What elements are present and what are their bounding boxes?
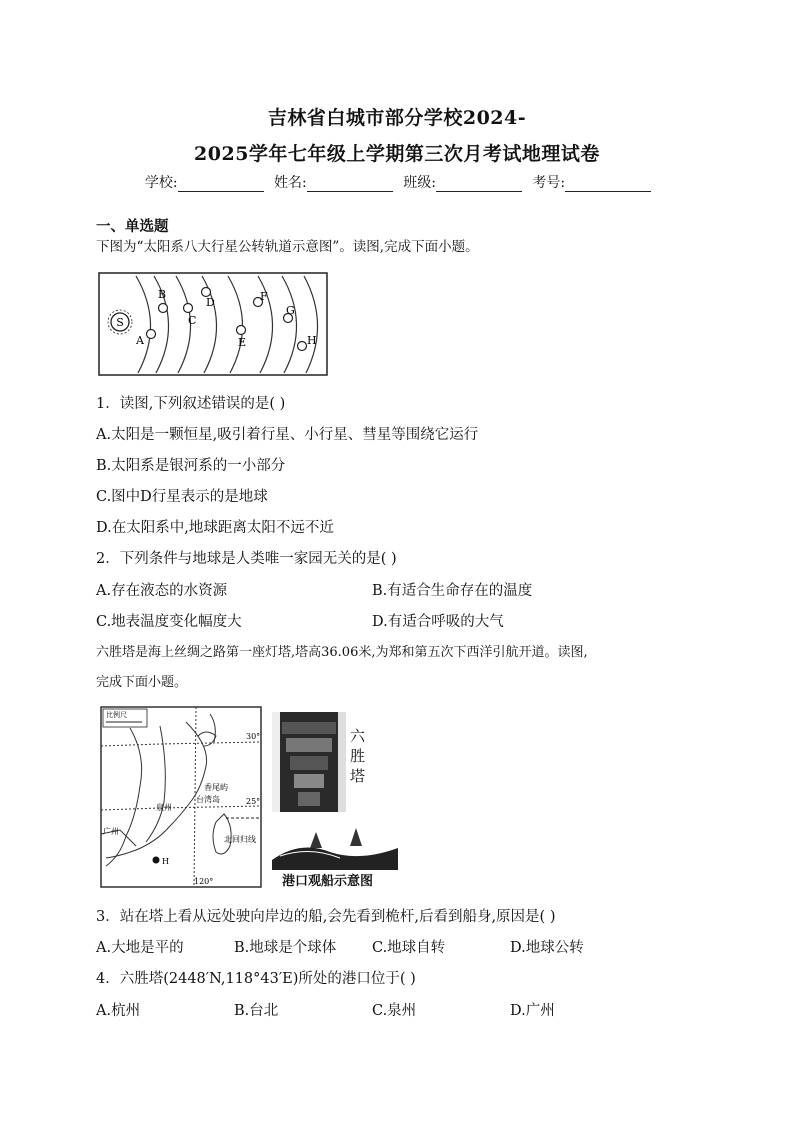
sun-label: S bbox=[116, 316, 124, 329]
tower-label-char-3: 塔 bbox=[350, 767, 366, 785]
question-2-option-d[interactable]: D.有适合呼吸的大气 bbox=[372, 614, 504, 630]
planet-label-a: A bbox=[136, 334, 144, 347]
exam-no-blank[interactable] bbox=[565, 177, 651, 192]
solar-system-orbit-figure bbox=[98, 272, 328, 376]
tower-photo bbox=[272, 712, 346, 812]
question-1-stem: 1．读图,下列叙述错误的是( ) bbox=[96, 396, 286, 412]
question-3-option-b[interactable]: B.地球是个球体 bbox=[234, 940, 337, 956]
planet-c-marker bbox=[184, 304, 193, 313]
question-2-option-c[interactable]: C.地表温度变化幅度大 bbox=[96, 614, 242, 630]
planet-label-g: G bbox=[286, 304, 295, 317]
title-line-1: 吉林省白城市部分学校2024- bbox=[267, 107, 527, 129]
class-blank[interactable] bbox=[436, 177, 522, 192]
question-3-option-d[interactable]: D.地球公转 bbox=[510, 940, 584, 956]
planet-b-marker bbox=[159, 304, 168, 313]
fujian-coast-map bbox=[100, 706, 262, 888]
exam-no-label: 考号: bbox=[532, 175, 566, 191]
section-heading: 一、单选题 bbox=[96, 218, 169, 235]
map-place-h: H bbox=[162, 857, 169, 866]
question-4-option-c[interactable]: C.泉州 bbox=[372, 1003, 417, 1019]
intro-text-2-line-1: 六胜塔是海上丝绸之路第一座灯塔,塔高36.06米,为郑和第五次下西洋引航开道。读图, bbox=[96, 645, 588, 660]
question-2-option-b[interactable]: B.有适合生命存在的温度 bbox=[372, 583, 533, 599]
question-2-option-a[interactable]: A.存在液态的水资源 bbox=[96, 583, 228, 599]
map-lon-120: 120° bbox=[194, 877, 214, 886]
question-1-option-c[interactable]: C.图中D行星表示的是地球 bbox=[96, 489, 268, 505]
question-4-option-a[interactable]: A.杭州 bbox=[96, 1003, 141, 1019]
name-label: 姓名: bbox=[274, 175, 307, 191]
planet-label-b: B bbox=[158, 288, 167, 301]
school-label: 学校: bbox=[144, 175, 178, 191]
title-line-2: 2025学年七年级上学期第三次月考试地理试卷 bbox=[194, 143, 600, 165]
planet-label-d: D bbox=[206, 296, 215, 309]
class-label: 班级: bbox=[403, 175, 436, 191]
question-3-option-c[interactable]: C.地球自转 bbox=[372, 940, 446, 956]
question-2-stem: 2．下列条件与地球是人类唯一家园无关的是( ) bbox=[96, 551, 397, 567]
planet-e-marker bbox=[237, 326, 246, 335]
harbor-ship-illustration bbox=[270, 826, 400, 874]
intro-text-1: 下图为“太阳系八大行星公转轨道示意图”。读图,完成下面小题。 bbox=[96, 239, 479, 255]
map-legend-label: 比例尺 bbox=[106, 711, 127, 719]
question-4-option-d[interactable]: D.广州 bbox=[510, 1003, 555, 1019]
map-tropic-label: 北回归线 bbox=[224, 835, 256, 844]
planet-label-f: F bbox=[260, 290, 268, 303]
tower-label bbox=[350, 726, 370, 786]
map-place-guangzhou: 广州 bbox=[103, 827, 119, 836]
question-3-option-a[interactable]: A.大地是平的 bbox=[96, 940, 184, 956]
intro-text-2-line-2: 完成下面小题。 bbox=[96, 675, 188, 690]
planet-label-c: C bbox=[188, 314, 197, 327]
school-blank[interactable] bbox=[178, 177, 264, 192]
planet-label-h: H bbox=[307, 334, 317, 347]
map-place-quanzhou: 泉州 bbox=[156, 803, 172, 812]
harbor-caption: 港口观船示意图 bbox=[282, 874, 374, 889]
map-lat-30: 30° bbox=[246, 732, 261, 741]
question-4-stem: 4．六胜塔(2448′N,118°43′E)所处的港口位于( ) bbox=[96, 971, 416, 987]
question-1-option-d[interactable]: D.在太阳系中,地球距离太阳不远不近 bbox=[96, 520, 334, 536]
tower-label-char-2: 胜 bbox=[350, 747, 366, 765]
planet-a-marker bbox=[147, 330, 156, 339]
map-place-taiwan: 台湾岛 bbox=[196, 795, 220, 804]
map-place-xiangweiyu: 香尾屿 bbox=[204, 783, 228, 792]
name-blank[interactable] bbox=[307, 177, 393, 192]
map-lat-25: 25° bbox=[246, 797, 261, 806]
question-3-stem: 3．站在塔上看从远处驶向岸边的船,会先看到桅杆,后看到船身,原因是( ) bbox=[96, 909, 556, 925]
question-1-option-b[interactable]: B.太阳系是银河系的一小部分 bbox=[96, 458, 286, 474]
tower-label-char-1: 六 bbox=[350, 727, 366, 745]
student-info-row bbox=[0, 172, 794, 192]
planet-label-e: E bbox=[238, 336, 247, 349]
planet-h-marker bbox=[298, 342, 307, 351]
question-1-option-a[interactable]: A.太阳是一颗恒星,吸引着行星、小行星、彗星等围绕它运行 bbox=[96, 427, 479, 443]
question-4-option-b[interactable]: B.台北 bbox=[234, 1003, 279, 1019]
